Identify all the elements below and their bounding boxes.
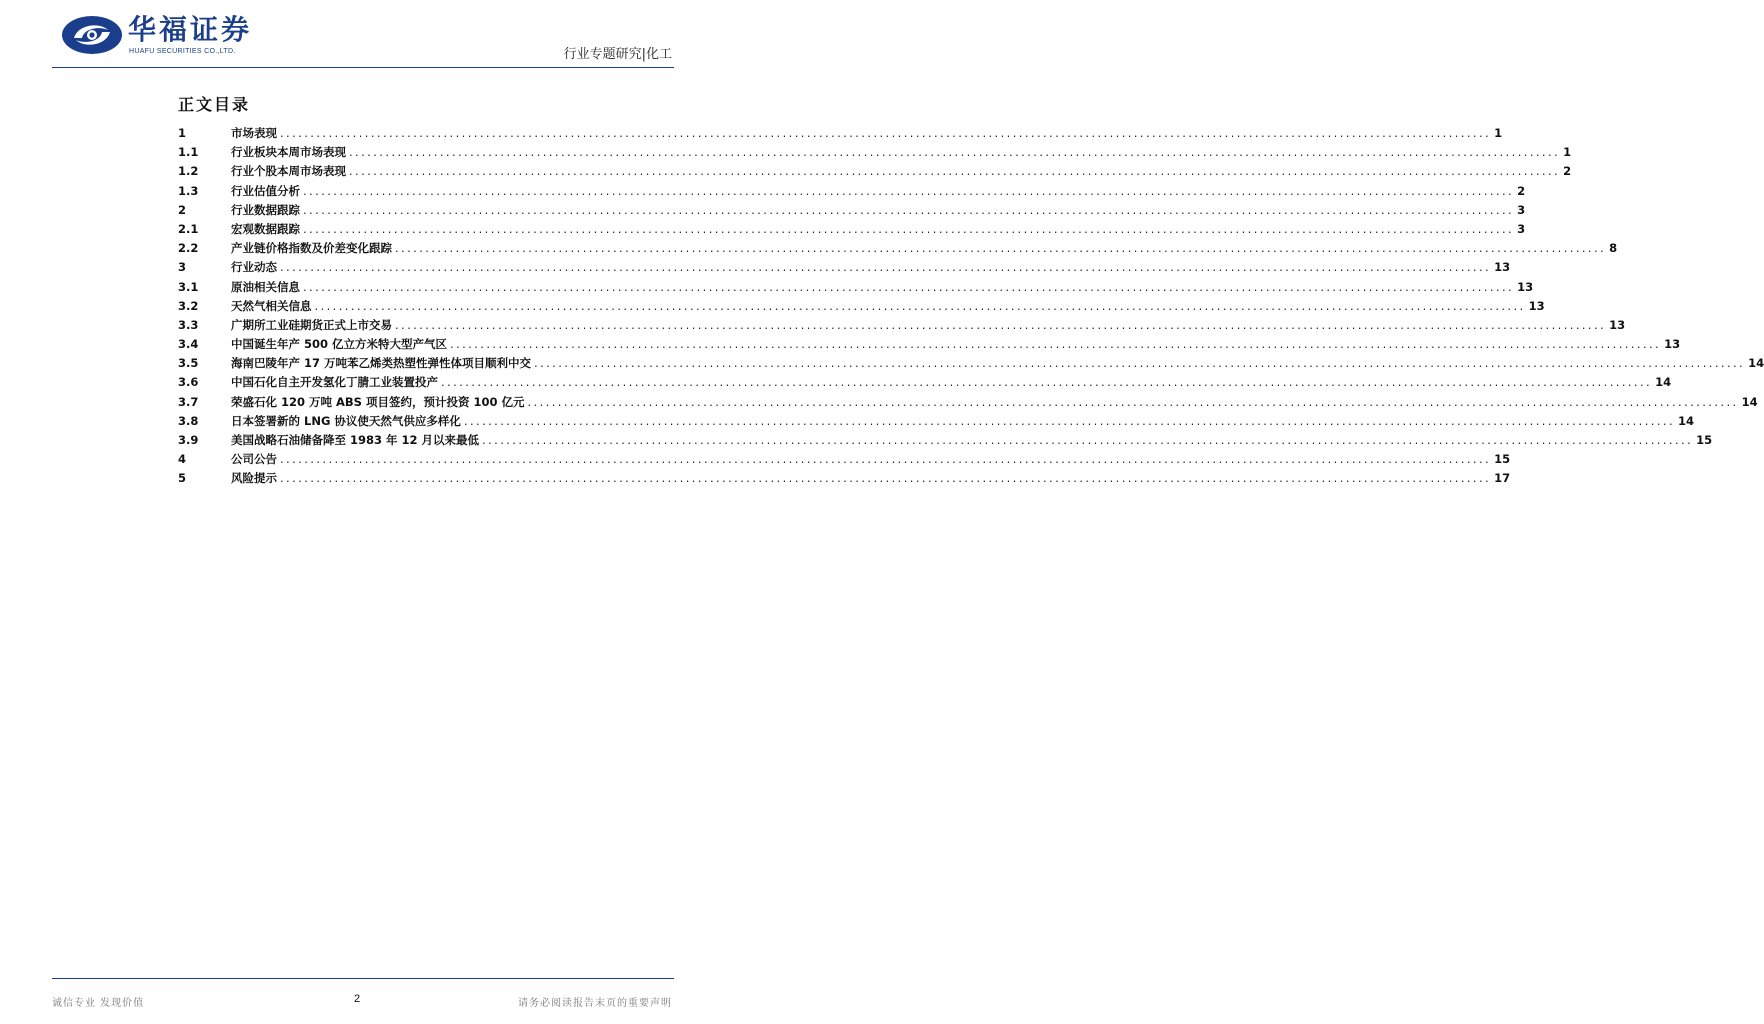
page-header: [0, 0, 724, 72]
toc-entry[interactable]: [178, 143, 1572, 162]
toc-leader-dots: ........................................................................................................................................................................................................: [463, 413, 1676, 428]
toc-entry-page: 3: [1517, 202, 1526, 217]
toc-leader-dots: ........................................................................................................................................................................................................: [303, 221, 1515, 236]
toc-entry-number: 3.9: [178, 433, 199, 447]
toc-entry-number: 3: [178, 260, 187, 275]
toc-entry-page: 15: [1696, 433, 1713, 447]
report-type-label: 行业专题研究|化工: [563, 47, 672, 62]
toc-entry[interactable]: [178, 316, 1626, 335]
toc-entry-label[interactable]: 产业链价格指数及价差变化跟踪: [231, 241, 392, 256]
toc-leader-dots: ........................................................................................................................................................................................................: [482, 433, 1694, 447]
toc-entry-page: 17: [1494, 471, 1511, 486]
toc-entry[interactable]: [178, 220, 1526, 239]
toc-entry-page: 1: [1494, 126, 1503, 140]
toc-entry-label[interactable]: 美国战略石油储备降至 1983 年 12 月以来最低: [231, 433, 480, 447]
page-number: 2: [354, 993, 361, 1005]
toc-entry-label[interactable]: 风险提示: [231, 471, 277, 486]
toc-entry-label[interactable]: 行业板块本周市场表现: [231, 145, 346, 160]
toc-entry[interactable]: [178, 201, 1526, 220]
table-of-contents: [178, 124, 1764, 489]
toc-leader-dots: ........................................................................................................................................................................................................: [303, 202, 1515, 217]
toc-entry-page: 13: [1528, 298, 1545, 313]
toc-entry-number: 2.1: [178, 221, 199, 236]
toc-entry-page: 15: [1494, 452, 1511, 467]
toc-entry[interactable]: [178, 162, 1572, 181]
toc-entry[interactable]: [178, 297, 1545, 316]
toc-entry-label[interactable]: 中国诞生年产 500 亿立方米特大型产气区: [231, 337, 448, 352]
huafu-logo-icon: [60, 14, 124, 56]
footer-slogan: 诚信专业 发现价值: [52, 998, 145, 1009]
toc-entry-number: 2.2: [178, 241, 199, 256]
toc-entry[interactable]: [178, 373, 1672, 392]
toc-leader-dots: ........................................................................................................................................................................................................: [303, 183, 1515, 198]
toc-entry-page: 13: [1494, 260, 1511, 275]
toc-leader-dots: ........................................................................................................................................................................................................: [395, 317, 1607, 332]
toc-entry-label[interactable]: 行业数据跟踪: [231, 202, 300, 217]
toc-entry-number: 3.6: [178, 375, 199, 390]
toc-entry-page: 13: [1664, 337, 1681, 352]
toc-entry-page: 14: [1655, 375, 1672, 390]
toc-leader-dots: ........................................................................................................................................................................................................: [441, 375, 1653, 390]
toc-leader-dots: ........................................................................................................................................................................................................: [395, 241, 1607, 256]
toc-entry-label[interactable]: 中国石化自主开发氢化丁腈工业装置投产: [231, 375, 438, 390]
toc-entry-label[interactable]: 行业动态: [231, 260, 277, 275]
toc-entry-number: 1.2: [178, 164, 199, 179]
toc-entry[interactable]: [178, 431, 1713, 450]
toc-entry-number: 3.3: [178, 317, 199, 332]
toc-entry-label[interactable]: 行业估值分析: [231, 183, 300, 198]
toc-entry[interactable]: [178, 335, 1681, 354]
toc-entry[interactable]: [178, 124, 1503, 143]
toc-title: 正文目录: [178, 95, 251, 114]
toc-entry-number: 3.1: [178, 279, 199, 294]
toc-entry-number: 3.8: [178, 413, 199, 428]
toc-entry[interactable]: [178, 278, 1534, 297]
toc-entry[interactable]: [178, 239, 1618, 258]
toc-entry-number: 4: [178, 452, 187, 467]
toc-leader-dots: ........................................................................................................................................................................................................: [349, 164, 1561, 179]
toc-entry-number: 3.4: [178, 337, 199, 352]
toc-entry-page: 13: [1609, 317, 1626, 332]
toc-entry-page: 14: [1678, 413, 1695, 428]
toc-entry-label[interactable]: 海南巴陵年产 17 万吨苯乙烯类热塑性弹性体项目顺利中交: [231, 356, 532, 371]
toc-leader-dots: ........................................................................................................................................................................................................: [303, 279, 1515, 294]
toc-entry-label[interactable]: 行业个股本周市场表现: [231, 164, 346, 179]
toc-leader-dots: ........................................................................................................................................................................................................: [527, 394, 1739, 409]
toc-entry-page: 14: [1741, 394, 1758, 409]
toc-entry[interactable]: [178, 393, 1758, 412]
toc-entry-page: 13: [1517, 279, 1534, 294]
toc-entry-label[interactable]: 荣盛石化 120 万吨 ABS 项目签约，预计投资 100 亿元: [231, 394, 525, 409]
logo-chinese-name: 华福证券: [128, 13, 253, 46]
toc-entry-label[interactable]: 市场表现: [231, 126, 277, 140]
toc-entry-label[interactable]: 原油相关信息: [231, 279, 300, 294]
toc-leader-dots: ........................................................................................................................................................................................................: [534, 356, 1746, 371]
toc-leader-dots: ........................................................................................................................................................................................................: [349, 145, 1561, 160]
toc-entry[interactable]: [178, 182, 1526, 201]
toc-entry-number: 1.3: [178, 183, 199, 198]
toc-leader-dots: ........................................................................................................................................................................................................: [450, 337, 1662, 352]
toc-entry-page: 2: [1563, 164, 1572, 179]
toc-entry-number: 3.5: [178, 356, 199, 371]
toc-entry[interactable]: [178, 412, 1695, 431]
toc-entry-page: 14: [1748, 356, 1764, 371]
toc-leader-dots: ........................................................................................................................................................................................................: [280, 471, 1492, 486]
toc-entry-label[interactable]: 宏观数据跟踪: [231, 221, 300, 236]
toc-leader-dots: ........................................................................................................................................................................................................: [314, 298, 1526, 313]
toc-entry-page: 8: [1609, 241, 1618, 256]
header-divider: [52, 67, 674, 68]
footer-divider: [52, 978, 674, 979]
toc-entry-number: 3.7: [178, 394, 199, 409]
toc-entry-page: 3: [1517, 221, 1526, 236]
toc-entry-label[interactable]: 广期所工业硅期货正式上市交易: [231, 317, 392, 332]
toc-entry[interactable]: [178, 354, 1764, 373]
toc-entry-page: 1: [1563, 145, 1572, 160]
toc-entry-label[interactable]: 日本签署新的 LNG 协议使天然气供应多样化: [231, 413, 461, 428]
toc-entry[interactable]: [178, 469, 1511, 488]
footer-disclaimer: 请务必阅读报告末页的重要声明: [518, 998, 672, 1009]
toc-leader-dots: ........................................................................................................................................................................................................: [280, 452, 1492, 467]
toc-entry-number: 1: [178, 126, 187, 140]
toc-entry-number: 3.2: [178, 298, 199, 313]
toc-entry[interactable]: [178, 258, 1511, 277]
toc-entry-number: 5: [178, 471, 187, 486]
toc-entry[interactable]: [178, 450, 1511, 469]
toc-entry-number: 2: [178, 202, 187, 217]
toc-entry-label[interactable]: 天然气相关信息: [231, 298, 312, 313]
toc-entry-number: 1.1: [178, 145, 199, 160]
toc-entry-page: 2: [1517, 183, 1526, 198]
toc-leader-dots: ........................................................................................................................................................................................................: [280, 126, 1492, 140]
toc-entry-label[interactable]: 公司公告: [231, 452, 277, 467]
toc-leader-dots: ........................................................................................................................................................................................................: [280, 260, 1492, 275]
logo-english-name: HUAFU SECURITIES CO.,LTD.: [129, 48, 236, 55]
